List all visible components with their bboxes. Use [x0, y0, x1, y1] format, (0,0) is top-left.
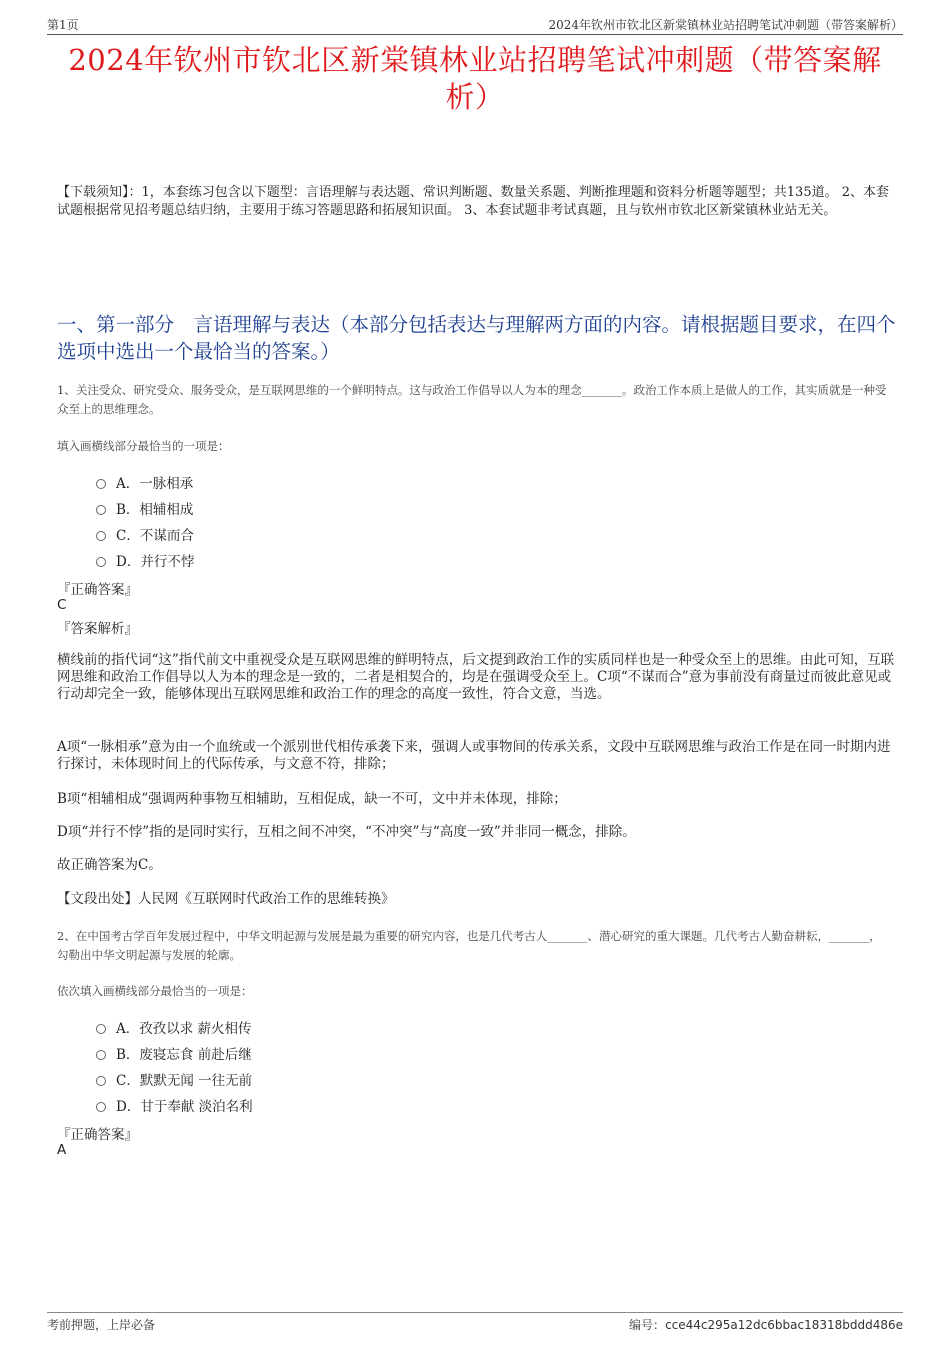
question-2-stem: 2、在中国考古学百年发展过程中，中华文明起源与发展是最为重要的研究内容，也是几代考古人_______、潜心研究的重大课题。几代考古人勤奋耕耘，_______，勾勒出中华文明起源与发展的轮廓。 — [57, 929, 881, 962]
page-number: 第1页 — [47, 18, 79, 32]
q1-answer-label: 『正确答案』 — [57, 582, 138, 598]
download-notice: 【下载须知】：1，本套练习包含以下题型：言语理解与表达题、常识判断题、数量关系题、判断推理题和资料分析题等题型；共135道。 2、本套试题根据常见招考题总结归纳，主要用于练习答题思路和拓展知识面。 3、本套试题非考试真题，且与钦州市钦北区新棠镇林业站无关。 — [57, 185, 889, 218]
document-title: 2024年钦州市钦北区新棠镇林业站招聘笔试冲刺题（带答案解析） — [68, 43, 882, 114]
q1-source: 【文段出处】人民网《互联网时代政治工作的思维转换》 — [57, 891, 395, 907]
page-footer — [47, 1312, 903, 1333]
radio-icon[interactable] — [96, 531, 106, 541]
q1-analysis-p4: D项“并行不悖”指的是同时实行，互相之间不冲突，“不冲突”与“高度一致”并非同一概念，排除。 — [57, 824, 636, 840]
radio-icon[interactable] — [96, 505, 106, 515]
radio-icon[interactable] — [96, 479, 106, 489]
q1-option-c[interactable]: C．不谋而合 — [96, 524, 194, 544]
question-2-prompt: 依次填入画横线部分最恰当的一项是： — [57, 984, 253, 998]
header-doc-title: 2024年钦州市钦北区新棠镇林业站招聘笔试冲刺题（带答案解析） — [548, 18, 903, 32]
q2-option-c[interactable]: C．默默无闻 一往无前 — [96, 1069, 252, 1089]
question-1-stem: 1、关注受众、研究受众、服务受众，是互联网思维的一个鲜明特点。这与政治工作倡导以人为本的理念_______。政治工作本质上是做人的工作，其实质就是一种受众至上的思维理念。 — [57, 383, 887, 416]
radio-icon[interactable] — [96, 1102, 106, 1112]
q1-answer: C — [57, 597, 67, 613]
q2-option-a[interactable]: A．孜孜以求 薪火相传 — [96, 1017, 252, 1037]
radio-icon[interactable] — [96, 1024, 106, 1034]
q1-option-b[interactable]: B．相辅相成 — [96, 498, 193, 518]
footer-code-value: cce44c295a12dc6bbac18318bddd486e — [665, 1318, 903, 1332]
footer-slogan: 考前押题，上岸必备 — [47, 1318, 156, 1332]
radio-icon[interactable] — [96, 1050, 106, 1060]
footer-code — [629, 1316, 903, 1333]
q1-option-a[interactable]: A．一脉相承 — [96, 472, 193, 492]
q1-analysis-p5: 故正确答案为C。 — [57, 857, 162, 873]
footer-code-label: 编号： — [629, 1318, 666, 1332]
q2-answer-label: 『正确答案』 — [57, 1127, 138, 1143]
q2-answer: A — [57, 1142, 67, 1158]
radio-icon[interactable] — [96, 1076, 106, 1086]
q2-option-b[interactable]: B．废寝忘食 前赴后继 — [96, 1043, 252, 1063]
radio-icon[interactable] — [96, 557, 106, 567]
section-heading: 一、第一部分 言语理解与表达（本部分包括表达与理解两方面的内容。请根据题目要求，在四个选项中选出一个最恰当的答案。） — [57, 313, 896, 363]
q1-analysis-label: 『答案解析』 — [57, 621, 138, 637]
question-1-prompt: 填入画横线部分最恰当的一项是： — [57, 439, 230, 453]
q2-option-d[interactable]: D．甘于奉献 淡泊名利 — [96, 1095, 253, 1115]
q1-analysis-p3: B项“相辅相成”强调两种事物互相辅助，互相促成，缺一不可，文中并未体现，排除； — [57, 791, 567, 807]
page-header — [47, 14, 903, 35]
q1-option-d[interactable]: D．并行不悖 — [96, 550, 194, 570]
q1-analysis-p2: A项“一脉相承”意为由一个血统或一个派别世代相传承袭下来，强调人或事物间的传承关系，文段中互联网思维与政治工作是在同一时期内进行探讨，未体现时间上的代际传承，与文意不符，排除； — [57, 739, 891, 772]
q1-analysis-p1: 横线前的指代词“这”指代前文中重视受众是互联网思维的鲜明特点，后文提到政治工作的实质同样也是一种受众至上的思维。由此可知，互联网思维和政治工作倡导以人为本的理念是一致的，二者是相契合的，均是在强调受众至上。C项“不谋而合”意为事前没有商量过而彼此意见或行动却完全一致，能够体现出互联网思维和政治工作的理念的高度一致性，符合文意，当选。 — [57, 652, 895, 702]
